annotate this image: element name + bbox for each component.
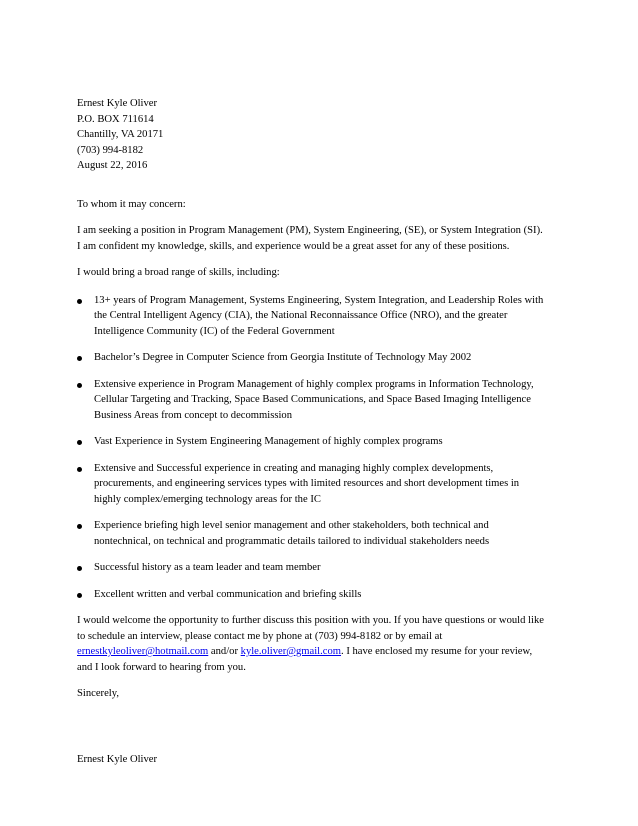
bullet-line: Cellular Targeting and Tracking, Space Based Communications, and Space Based Imaging Intelligence xyxy=(94,394,531,405)
closing-line: to schedule an interview, please contact me by phone at (703) 994-8182 or by email at xyxy=(77,630,443,642)
closing-tail: . I have enclosed my resume for your review, xyxy=(341,646,533,657)
list-item xyxy=(77,293,567,340)
bullet-icon xyxy=(77,467,82,472)
bullet-line: Intelligence Community (IC) of the Federal Government xyxy=(94,325,335,337)
list-item xyxy=(77,350,567,366)
bullet-line: procurements, and engineering services types with limited resources and short development times in xyxy=(94,478,520,489)
signature-name: Ernest Kyle Oliver xyxy=(77,753,158,765)
closing-line: and I look forward to hearing from you. xyxy=(77,661,246,673)
skills-intro: I would bring a broad range of skills, including: xyxy=(77,267,280,278)
list-item xyxy=(77,560,567,576)
bullet-line: Experience briefing high level senior management and other stakeholders, both technical and xyxy=(94,520,489,531)
bullet-line: Extensive and Successful experience in creating and managing highly complex developments, xyxy=(94,462,494,474)
bullet-line: Vast Experience in System Engineering Management of highly complex programs xyxy=(94,436,443,447)
salutation: To whom it may concern: xyxy=(77,198,186,210)
sender-city: Chantilly, VA 20171 xyxy=(77,129,164,140)
bullet-line: the Central Intelligent Agency (CIA), the National Reconnaissance Office (NRO), and the greater xyxy=(94,310,508,321)
intro-line: I am seeking a position in Program Management (PM), System Engineering, (SE), or System Integration (SI). xyxy=(77,225,543,236)
email-link-hotmail[interactable]: ernestkyleoliver@hotmail.com xyxy=(77,646,209,657)
list-item xyxy=(77,518,567,549)
bullet-line: Business Areas from concept to decommission xyxy=(94,409,293,421)
and-or-text: and/or xyxy=(208,646,241,657)
bullet-icon xyxy=(77,440,82,445)
bullet-icon xyxy=(77,383,82,388)
sender-block xyxy=(77,96,567,174)
skills-list xyxy=(77,293,567,603)
sign-off: Sincerely, xyxy=(77,688,119,699)
closing-line-contact xyxy=(77,644,567,660)
intro-paragraph xyxy=(77,223,567,254)
bullet-icon xyxy=(77,299,82,304)
bullet-icon xyxy=(77,356,82,361)
sender-phone: (703) 994-8182 xyxy=(77,144,144,156)
bullet-line: 13+ years of Program Management, Systems Engineering, System Integration, and Leadership Roles with xyxy=(94,294,544,306)
bullet-line: highly complex/emerging technology areas for the IC xyxy=(94,493,321,505)
bullet-icon xyxy=(77,524,82,529)
closing-paragraph xyxy=(77,613,567,675)
bullet-line: nontechnical, on technical and programmatic details tailored to individual stakeholders needs xyxy=(94,535,490,547)
bullet-icon xyxy=(77,593,82,598)
bullet-line: Successful history as a team leader and team member xyxy=(94,562,321,573)
bullet-icon xyxy=(77,566,82,571)
letter-body xyxy=(77,96,567,767)
list-item xyxy=(77,461,567,508)
closing-line: I would welcome the opportunity to further discuss this position with you. If you have questions or would like xyxy=(77,615,544,626)
sender-name: Ernest Kyle Oliver xyxy=(77,98,158,109)
intro-line: I am confident my knowledge, skills, and experience would be a great asset for any of these positions. xyxy=(77,240,510,252)
list-item xyxy=(77,587,567,603)
email-link-gmail[interactable]: kyle.oliver@gmail.com xyxy=(240,646,342,657)
list-item xyxy=(77,434,567,450)
bullet-line: Bachelor’s Degree in Computer Science from Georgia Institute of Technology May 2002 xyxy=(94,352,472,363)
bullet-line: Extensive experience in Program Management of highly complex programs in Information Technology, xyxy=(94,378,534,390)
bullet-line: Excellent written and verbal communication and briefing skills xyxy=(94,588,362,600)
list-item xyxy=(77,377,567,424)
letter-date: August 22, 2016 xyxy=(77,160,148,171)
sender-address: P.O. BOX 711614 xyxy=(77,113,154,125)
